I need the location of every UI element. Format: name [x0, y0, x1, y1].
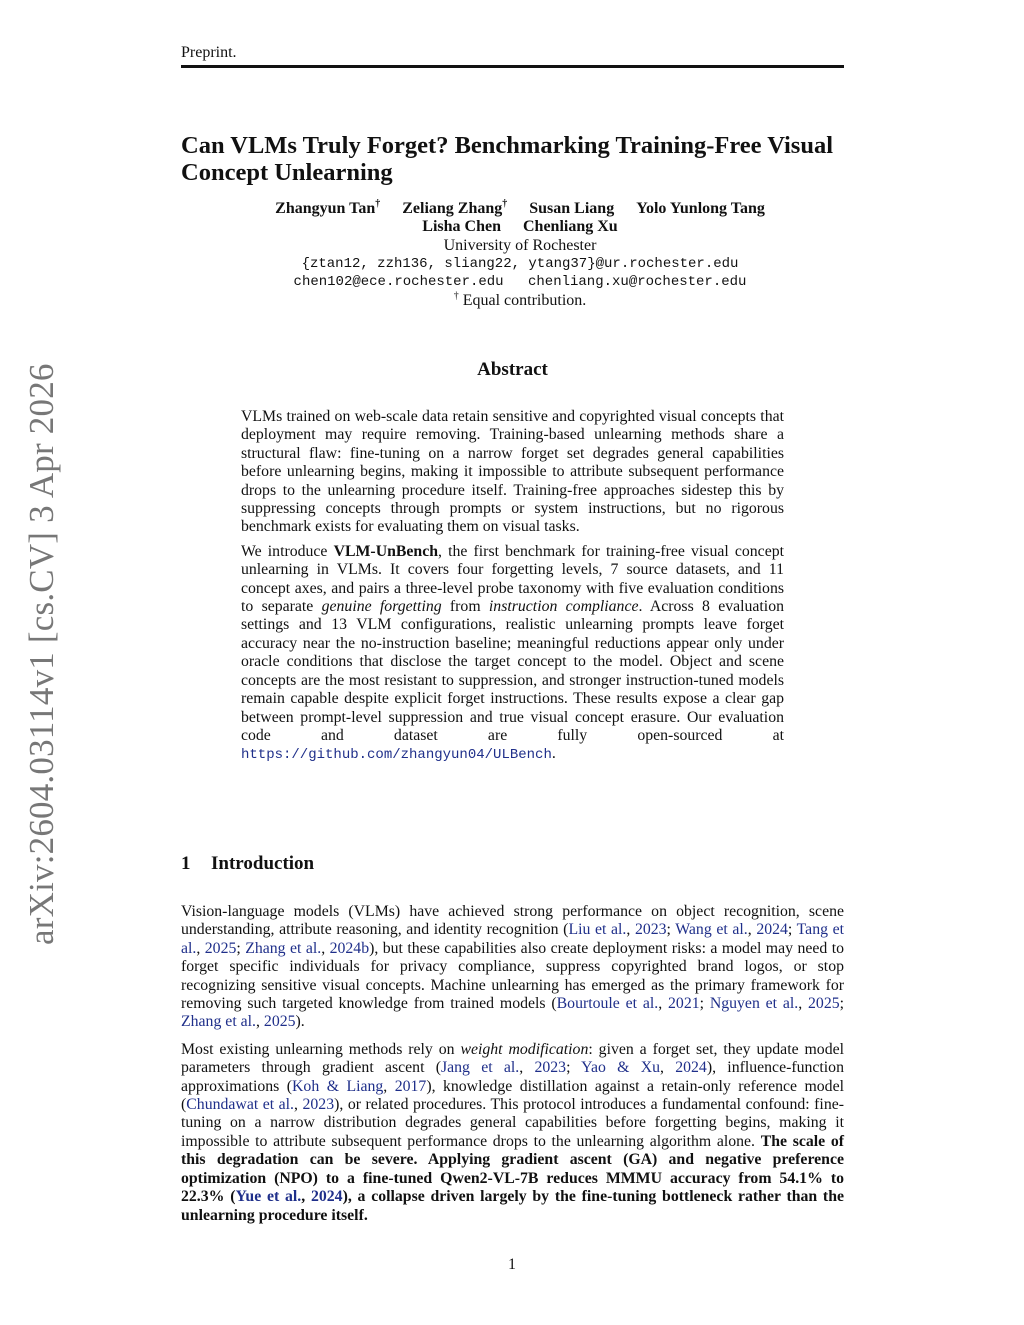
- citation-year-link[interactable]: 2024: [675, 1059, 707, 1077]
- equal-contribution-text: Equal contribution.: [458, 292, 587, 309]
- author: Susan Liang: [529, 200, 615, 217]
- citation-year-link[interactable]: 2021: [668, 995, 700, 1013]
- equal-contribution-mark: †: [375, 198, 381, 210]
- emphasis: weight modification: [460, 1040, 589, 1058]
- citation-year-link[interactable]: 2023: [534, 1059, 567, 1077]
- citation-link[interactable]: Zhang et al.: [181, 1013, 257, 1031]
- text-run: . Across 8 evaluation settings and 13 VLM configurations, realistic unlearning prompts leave forget accuracy near the no-instruction baseline; meaningful reductions appear only under oracle conditions that disclose the target concept to the model. Object and scene concepts are the most resistant to suppression, and stronger instruction-tuned models remain capable despite explicit forget instructions. These results expose a clear gap between prompt-level suppression and true visual concept erasure. Our evaluation code and dataset are fully open-sourced at: [241, 598, 784, 744]
- separator: ,: [660, 1059, 676, 1077]
- separator: ;: [787, 921, 797, 939]
- citation-year-link[interactable]: 2025: [263, 1013, 296, 1031]
- author: Yolo Yunlong Tang: [636, 200, 765, 217]
- author: Lisha Chen: [422, 218, 501, 235]
- email: chenliang.xu@rochester.edu: [528, 274, 747, 290]
- citation-link[interactable]: Wang et al.: [675, 921, 748, 939]
- citation-link[interactable]: Chundawat et al.: [186, 1096, 295, 1114]
- abstract-heading: Abstract: [477, 359, 548, 380]
- bold-claim: ), a collapse driven largely by the fine-tuning bottleneck rather than the unlearning procedure itself.: [181, 1188, 844, 1224]
- author-name: Zhangyun Tan: [275, 200, 376, 217]
- running-head: Preprint.: [181, 44, 237, 61]
- citation-link[interactable]: Nguyen et al.: [709, 995, 799, 1013]
- abstract-paragraph-2: [241, 543, 784, 765]
- separator: ,: [519, 1059, 535, 1077]
- citation-year-link[interactable]: 2017: [394, 1077, 427, 1095]
- citation-link[interactable]: Jang et al.: [441, 1059, 520, 1077]
- text-run: Most existing unlearning methods rely on: [181, 1040, 461, 1058]
- abstract-paragraph-1: VLMs trained on web-scale data retain sensitive and copyrighted visual concepts that deployment may require removing. Training-based unlearning methods share a structural flaw: fine-tuning on a narrow forget set degrades general capabilities before unlearning begins, making it impossible to attribute subsequent performance drops to the unlearning procedure itself. Training-free approaches sidestep this by suppressing concepts through prompts or system instructions, but no rigorous benchmark exists for evaluating them on visual tasks.: [241, 408, 784, 536]
- text-run: ).: [295, 1013, 305, 1031]
- author: Chenliang Xu: [523, 218, 618, 235]
- citation-year-link[interactable]: 2023: [302, 1096, 335, 1114]
- header-rule: [181, 65, 844, 68]
- citation-year-link[interactable]: 2023: [634, 921, 667, 939]
- author: [402, 200, 507, 218]
- separator: ,: [196, 939, 205, 957]
- separator: ;: [839, 995, 845, 1013]
- code-repository-link[interactable]: https://github.com/zhangyun04/ULBench: [241, 747, 552, 764]
- citation-link[interactable]: Yao & Xu: [581, 1059, 661, 1077]
- author-line-2: [170, 218, 870, 236]
- citation-year-link[interactable]: 2024: [756, 921, 788, 939]
- text-run: .: [551, 745, 556, 763]
- text-run: ), knowledge distillation against a retain-only reference model (: [181, 1077, 844, 1114]
- paper-title: Can VLMs Truly Forget? Benchmarking Training-Free Visual Concept Unlearning: [181, 132, 834, 186]
- introduction-paragraph-2: [181, 1041, 844, 1225]
- affiliation: University of Rochester: [443, 237, 597, 254]
- separator: ;: [666, 921, 676, 939]
- emphasis: instruction compliance: [488, 598, 639, 616]
- author-line-1: [170, 200, 870, 218]
- separator: ,: [321, 939, 330, 957]
- citation-year-link[interactable]: 2025: [808, 995, 840, 1013]
- emphasis: genuine forgetting: [321, 598, 442, 616]
- separator: ,: [256, 1013, 264, 1031]
- equal-contribution-mark: †: [502, 198, 508, 210]
- text-run: Vision-language models (VLMs) have achieved strong performance on object recognition, scene understanding, attribute reasoning, and identity recognition (: [181, 903, 844, 939]
- separator: ,: [798, 995, 809, 1013]
- citation-year-link[interactable]: 2024: [310, 1188, 343, 1206]
- separator: ;: [236, 939, 246, 957]
- text-run: ), or related procedures. This protocol introduces a fundamental confound: fine-tuning on a narrow distribution degrades general capabilities before forgetting begins, making it impossible to attribute subsequent performance drops to the unlearning algorithm alone.: [181, 1096, 844, 1150]
- equal-contribution-mark: †: [453, 290, 459, 302]
- benchmark-name: VLM-UnBench: [333, 542, 439, 560]
- introduction-paragraph-1: [181, 903, 844, 1032]
- citation-link[interactable]: Zhang et al.: [245, 939, 322, 957]
- separator: ,: [626, 921, 635, 939]
- text-run: : given a forget set, they update model parameters through gradient ascent (: [181, 1040, 844, 1077]
- citation-link[interactable]: Koh & Liang: [292, 1077, 384, 1095]
- separator: ,: [658, 995, 669, 1013]
- separator: ,: [294, 1096, 303, 1114]
- email-line-2: [170, 273, 870, 291]
- bold-claim: The scale of this degradation can be severe. Applying gradient ascent (GA) and negative preference optimization (NPO) to a fine-tuned Qwen2-VL-7B reduces MMMU accuracy from 54.1% to 22.3% (: [181, 1132, 844, 1206]
- separator: ;: [699, 995, 710, 1013]
- section-title: Introduction: [211, 853, 315, 874]
- arxiv-identifier: arXiv:2604.03114v1 [cs.CV] 3 Apr 2026: [22, 363, 61, 945]
- section-number: 1: [181, 853, 191, 874]
- email-line-1: {ztan12, zzh136, sliang22, ytang37}@ur.rochester.edu: [301, 256, 739, 272]
- author-name: Zeliang Zhang: [402, 200, 503, 217]
- author-block: [170, 200, 870, 310]
- section-heading-introduction: [181, 853, 314, 875]
- equal-contribution-note: [170, 291, 870, 310]
- introduction-body: [181, 903, 844, 1225]
- citation-link[interactable]: Liu et al.: [568, 921, 627, 939]
- citation-link[interactable]: Yue et al.: [235, 1188, 302, 1206]
- author: [275, 200, 380, 218]
- text-run: , the first benchmark for training-free visual concept unlearning in VLMs. It covers four forgetting levels, 7 source datasets, and 11 concept axes, and pairs a three-level probe taxonomy with five evaluation conditions to separate: [241, 542, 784, 616]
- citation-link[interactable]: Bourtoule et al.: [556, 995, 659, 1013]
- separator: ,: [301, 1188, 311, 1206]
- citation-year-link[interactable]: 2025: [204, 939, 237, 957]
- page-number: 1: [508, 1256, 516, 1273]
- separator: ,: [383, 1077, 395, 1095]
- separator: ,: [747, 921, 757, 939]
- text-run: ), but these capabilities also create deployment risks: a model may need to forget specific individuals for privacy compliance, suppress copyrighted brand logos, or stop recognizing sensitive visual concepts. Machine unlearning has emerged as the primary framework for removing such targeted knowledge from trained models (: [181, 939, 844, 1013]
- citation-year-link[interactable]: 2024b: [329, 939, 370, 957]
- text-run: ), influence-function approximations (: [181, 1059, 844, 1095]
- email: chen102@ece.rochester.edu: [293, 274, 504, 290]
- text-run: We introduce: [241, 542, 334, 560]
- text-run: from: [441, 598, 489, 616]
- abstract-body: [241, 408, 784, 765]
- citation-link[interactable]: Tang et al.: [181, 921, 845, 957]
- separator: ;: [566, 1059, 582, 1077]
